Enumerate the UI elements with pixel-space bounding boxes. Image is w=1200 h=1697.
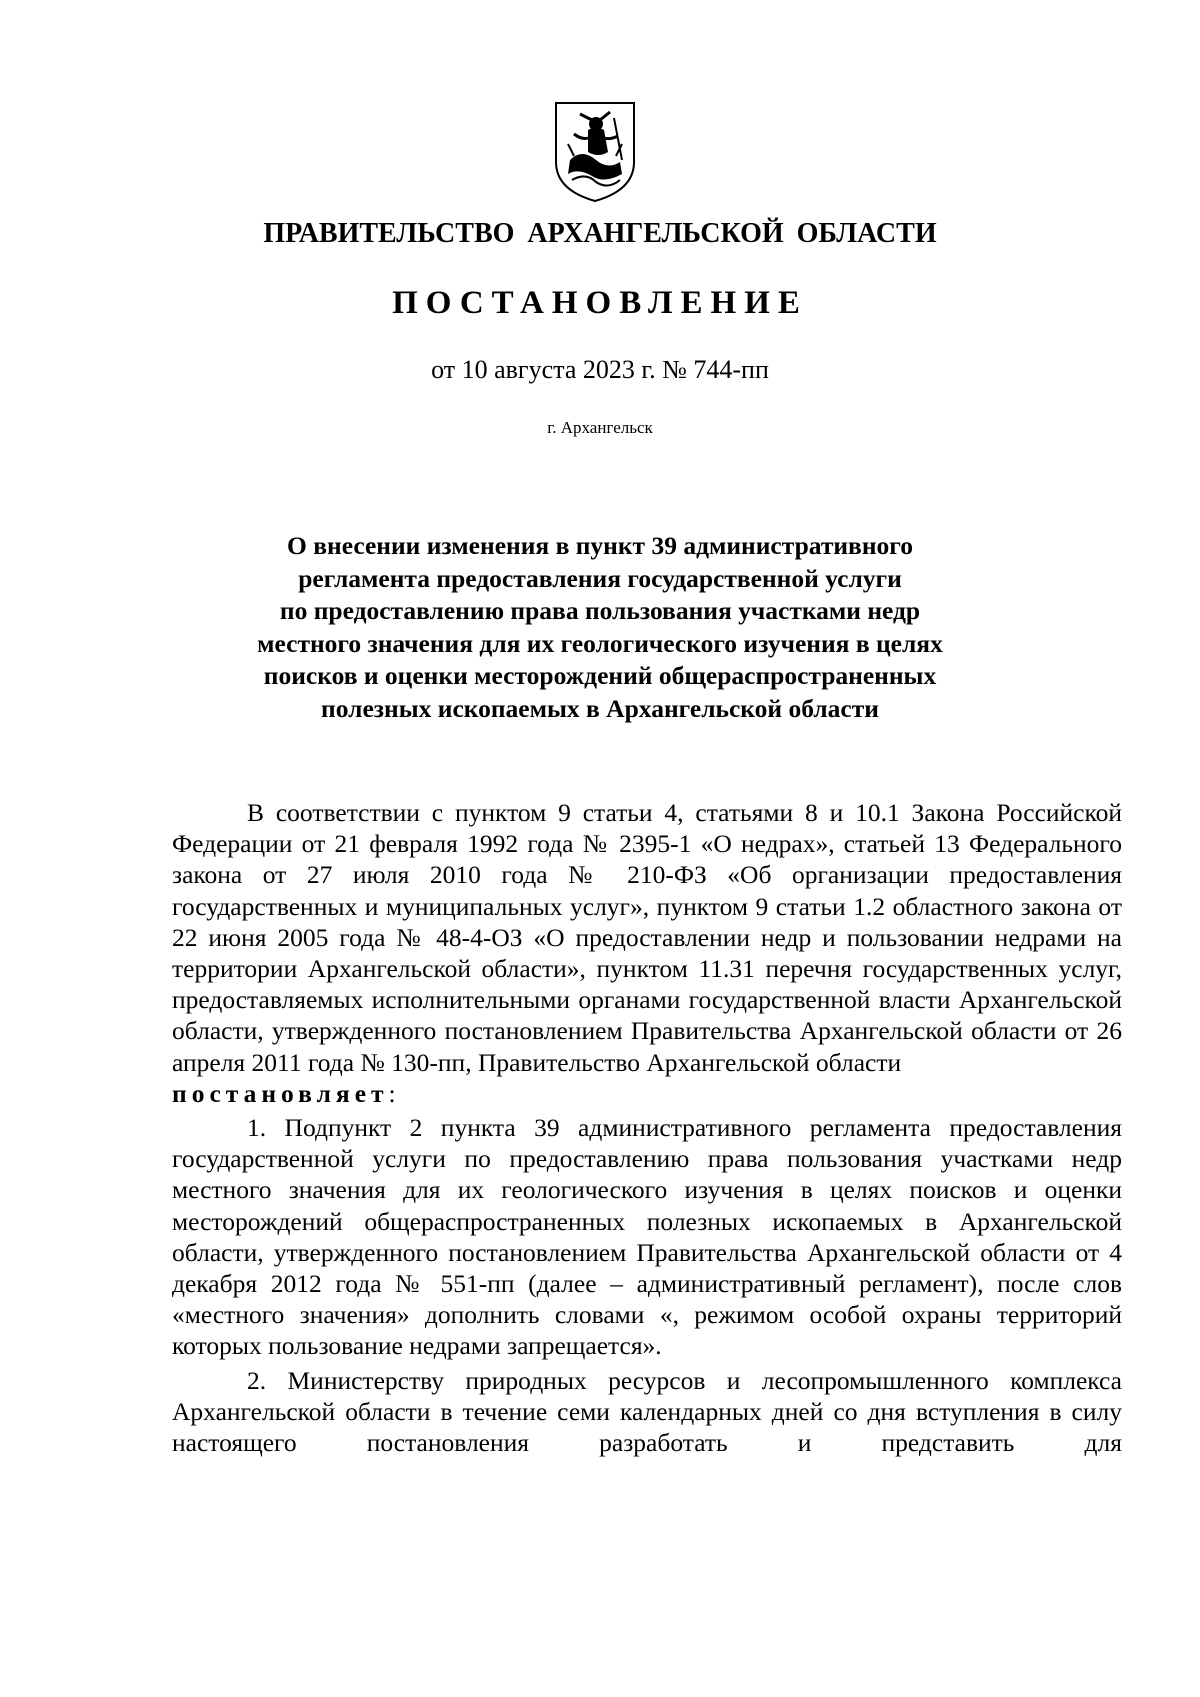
date-and-number: от 10 августа 2023 г. № 744-пп	[431, 355, 769, 384]
decree-body	[172, 797, 1122, 1458]
issue-city: г. Архангельск	[547, 418, 653, 437]
decree-title	[160, 530, 1040, 725]
title-line: местного значения для их геологического изучения в целях	[257, 628, 943, 658]
title-line: полезных ископаемых в Архангельской области	[321, 693, 879, 723]
title-line: по предоставлению права пользования участками недр	[279, 596, 921, 625]
item-2-paragraph: 2. Министерству природных ресурсов и лесопромышленного комплекса Архангельской области в течение семи календарных дней со дня вступления в силу настоящего постановления разработать и представить для	[172, 1365, 1122, 1458]
title-line: поисков и оценки месторождений общераспространенных	[263, 661, 937, 690]
title-line: О внесении изменения в пункт 39 административного	[287, 531, 913, 560]
preamble-text: В соответствии с пунктом 9 статьи 4, статьями 8 и 10.1 Закона Российской Федерации от 21 февраля 1992 года № 2395-1 «О недрах», статьей 13 Федерального закона от 27 июля 2010 года № 210-ФЗ «Об организации предоставления государственных и муниципальных услуг», пунктом 9 статьи 1.2 областного закона от 22 июня 2005 года № 48-4-ОЗ «О предоставлении недр и пользовании недрами на территории Архангельской области», пунктом 11.31 перечня государственных услуг, предоставляемых исполнительными органами государственной власти Архангельской области, утвержденного постановлением Правительства Архангельской области от 26 апреля 2011 года № 130-пп, Правительство Архангельской области	[172, 798, 1122, 1077]
preamble-paragraph	[172, 797, 1122, 1109]
issuing-authority: ПРАВИТЕЛЬСТВО АРХАНГЕЛЬСКОЙ ОБЛАСТИ	[263, 218, 937, 249]
item-1-paragraph: 1. Подпункт 2 пункта 39 административного регламента предоставления государственной услуги по предоставлению права пользования участками недр местного значения для их геологического изучения в целях поисков и оценки месторождений общераспространенных полезных ископаемых в Архангельской области, утвержденного постановлением Правительства Архангельской области от 4 декабря 2012 года № 551-пп (далее – административный регламент), после слов «местного значения» дополнить словами «, режимом особой охраны территорий которых пользование недрами запрещается».	[172, 1113, 1122, 1361]
decides-colon: :	[388, 1078, 396, 1108]
decides-word: постановляет	[172, 1078, 389, 1108]
document-type: ПОСТАНОВЛЕНИЕ	[392, 285, 808, 321]
coat-of-arms-icon	[552, 100, 638, 204]
title-line: регламента предоставления государственной услуги	[298, 563, 902, 593]
